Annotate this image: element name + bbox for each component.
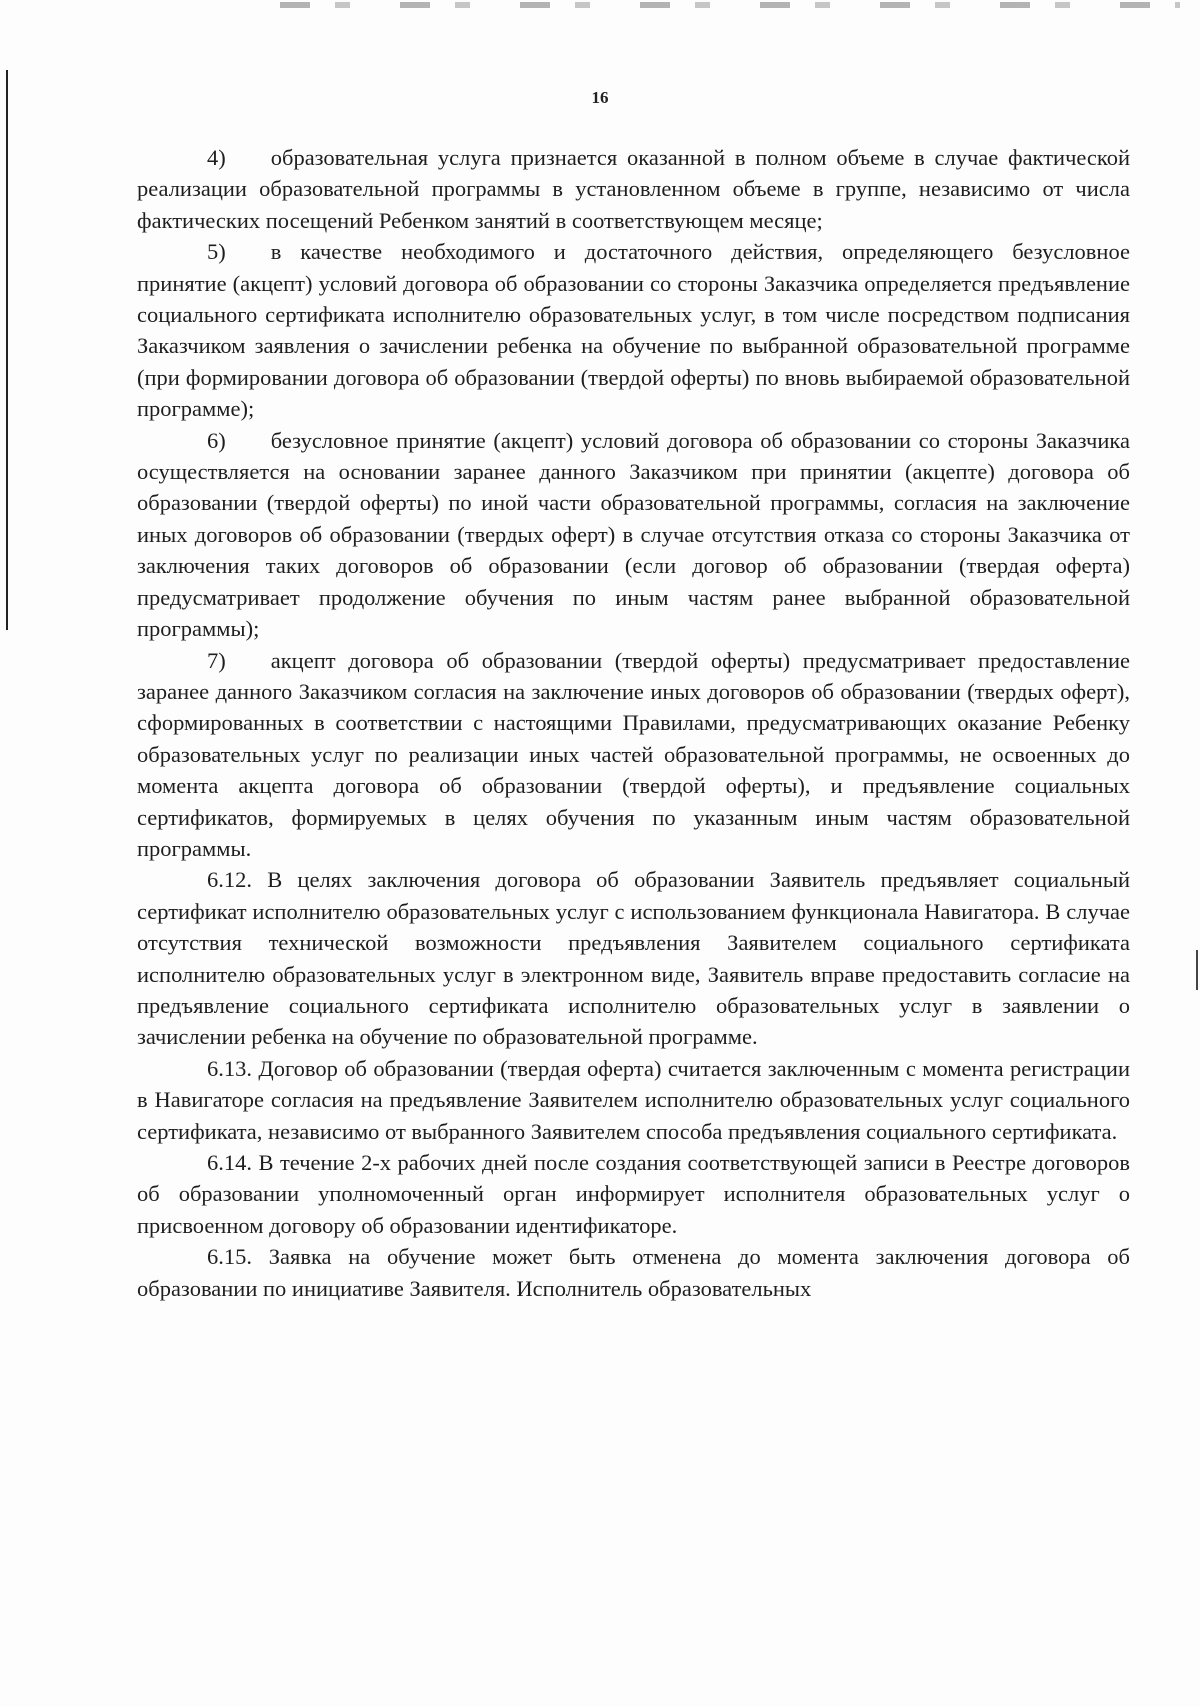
paragraph-item-5: 5) в качестве необходимого и достаточного действия, определяющего безусловное принятие (акцепт) условий договора об образовании со стороны Заказчика определяется предъявление социального сертификата исполнителю образовательных услуг, в том числе посредством подписания Заказчиком заявления о зачислении ребенка на обучение по выбранной образовательной программе (при формировании договора об образовании (твердой оферты) по вновь выбираемой образовательной программе);	[137, 239, 1130, 422]
scan-artifact-top	[280, 2, 1180, 8]
scan-artifact-left-edge	[6, 70, 8, 630]
paragraph-6-14: 6.14. В течение 2-х рабочих дней после создания соответствующей записи в Реестре договоров об образовании уполномоченный орган информирует исполнителя образовательных услуг о присвоенном договору об образовании идентификаторе.	[137, 1150, 1130, 1238]
paragraph-6-12: 6.12. В целях заключения договора об образовании Заявитель предъявляет социальный сертификат исполнителю образовательных услуг с использованием функционала Навигатора. В случае отсутствия технической возможности предъявления Заявителем социального сертификата исполнителю образовательных услуг в электронном виде, Заявитель вправе предоставить согласие на предъявление социального сертификата исполнителю образовательных услуг в заявлении о зачислении ребенка на обучение по образовательной программе.	[137, 867, 1130, 1050]
paragraph-item-4: 4) образовательная услуга признается оказанной в полном объеме в случае фактической реализации образовательной программы в установленном объеме в группе, независимо от числа фактических посещений Ребенком занятий в соответствующем месяце;	[137, 145, 1130, 233]
paragraph-6-15: 6.15. Заявка на обучение может быть отменена до момента заключения договора об образовании по инициативе Заявителя. Исполнитель образовательных	[137, 1244, 1130, 1301]
page-number: 16	[591, 88, 609, 107]
paragraph-item-7: 7) акцепт договора об образовании (твердой оферты) предусматривает предоставление заранее данного Заказчиком согласия на заключение иных договоров об образовании (твердых оферт), сформированных в соответствии с настоящими Правилами, предусматривающих оказание Ребенку образовательных услуг по реализации иных частей образовательной программы, не освоенных до момента акцепта договора об образовании (твердой оферты), и предъявление социальных сертификатов, формируемых в целях обучения по указанным иным частям образовательной программы.	[137, 647, 1130, 861]
document-body	[137, 142, 1130, 1304]
scan-artifact-right-edge	[1196, 950, 1198, 990]
paragraph-6-13: 6.13. Договор об образовании (твердая оферта) считается заключенным с момента регистрации в Навигаторе согласия на предъявление Заявителем исполнителю образовательных услуг социального сертификата, независимо от выбранного Заявителем способа предъявления социального сертификата.	[137, 1055, 1130, 1144]
paragraph-item-6: 6) безусловное принятие (акцепт) условий договора об образовании со стороны Заказчика осуществляется на основании заранее данного Заказчиком при принятии (акцепте) договора об образовании (твердой оферты) по иной части образовательной программы, согласия на заключение иных договоров об образовании (твердых оферт) в случае отсутствия отказа со стороны Заказчика от заключения таких договоров об образовании (если договор об образовании (твердая оферта) предусматривает продолжение обучения по иным частям ранее выбранной образовательной программы);	[137, 427, 1130, 642]
